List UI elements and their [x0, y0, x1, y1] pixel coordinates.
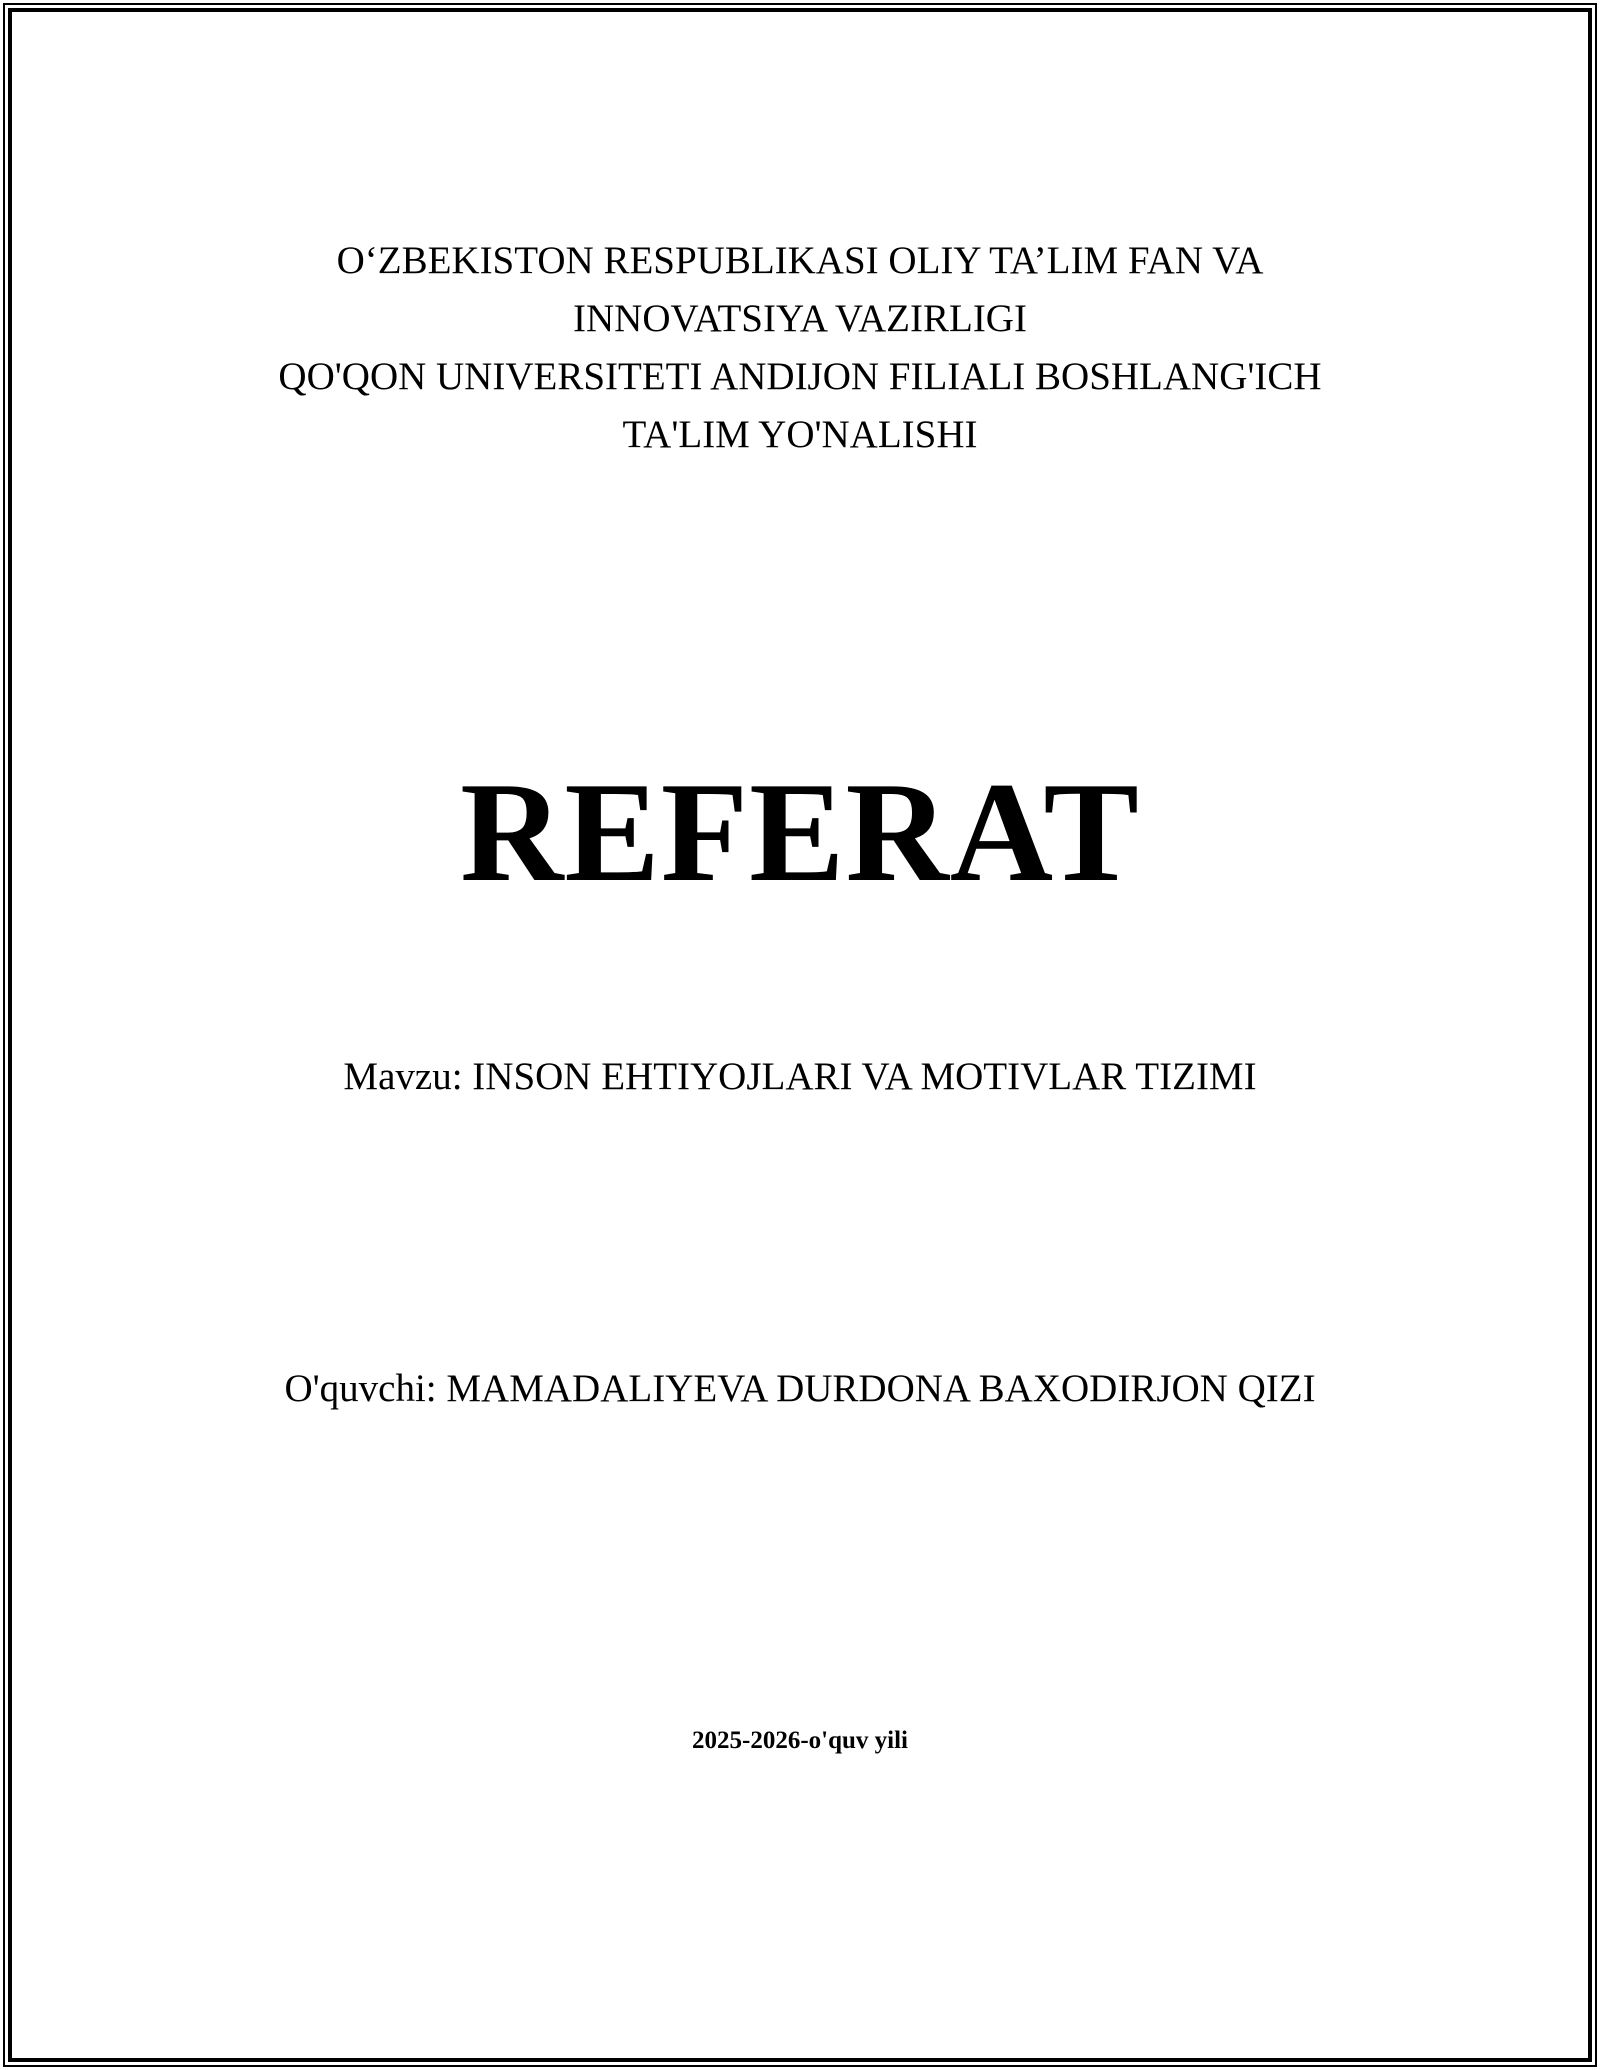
- academic-year-footer: 2025-2026-o'quv yili: [692, 1727, 908, 1754]
- ministry-header: [120, 232, 1480, 464]
- topic-line: Mavzu: INSON EHTIYOJLARI VA MOTIVLAR TIZIMI: [343, 1055, 1257, 1098]
- header-line-2: INNOVATSIYA VAZIRLIGI: [573, 297, 1027, 340]
- header-line-1: OʻZBEKISTON RESPUBLIKASI OLIY TA’LIM FAN VA: [336, 239, 1264, 282]
- document-title: REFERAT: [460, 753, 1140, 911]
- header-line-4: TA'LIM YO'NALISHI: [622, 413, 978, 456]
- header-line-3: QO'QON UNIVERSITETI ANDIJON FILIALI BOSHLANG'ICH: [278, 355, 1322, 398]
- student-line: O'quvchi: MAMADALIYEVA DURDONA BAXODIRJON QIZI: [284, 1367, 1316, 1410]
